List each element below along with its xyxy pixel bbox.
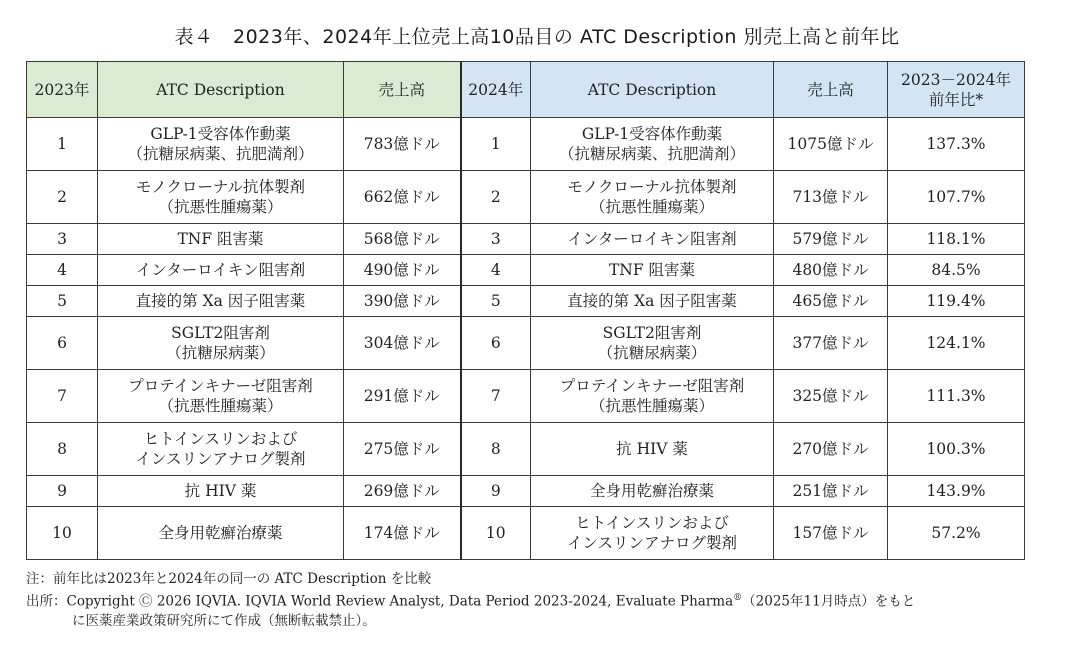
sales-2024-cell: 465億ドル [774, 286, 888, 317]
atc-2024-cell-line: （抗悪性腫瘍薬） [589, 198, 714, 216]
rank-2024-cell: 5 [461, 286, 531, 317]
atc-2024-cell-line: プロテインキナーゼ阻害剤 [559, 377, 745, 395]
atc-2023-cell [98, 370, 344, 423]
ratio-cell: 119.4% [888, 286, 1025, 317]
atc-2024-cell-line: （抗糖尿病薬、抗肥満剤） [558, 145, 745, 163]
atc-2024-cell [531, 476, 774, 507]
rank-2024-cell: 9 [461, 476, 531, 507]
rank-2023-cell: 9 [27, 476, 98, 507]
atc-2024-cell-line: 直接的第 Xa 因子阻害薬 [567, 292, 737, 310]
atc-2023-cell-line: インターロイキン阻害剤 [135, 261, 306, 279]
ratio-cell: 84.5% [888, 255, 1025, 286]
ratio-cell: 143.9% [888, 476, 1025, 507]
rank-2024-cell: 3 [461, 224, 531, 255]
rank-2023-cell: 4 [27, 255, 98, 286]
atc-2024-cell [531, 171, 774, 224]
atc-2023-cell-line: （抗糖尿病薬、抗肥満剤） [127, 145, 314, 163]
rank-2023-cell: 1 [27, 118, 98, 171]
sales-2023-cell: 275億ドル [344, 423, 461, 476]
table-row [27, 224, 1025, 255]
table-title: 表４ 2023年、2024年上位売上高10品目の ATC Description 別売上高と前年比 [174, 26, 900, 48]
atc-2023-cell [98, 423, 344, 476]
table-body [27, 118, 1025, 560]
table-row [27, 286, 1025, 317]
rank-2023-cell: 6 [27, 317, 98, 370]
sales-2024-cell: 579億ドル [774, 224, 888, 255]
rank-2023-cell: 10 [27, 507, 98, 560]
atc-2024-cell-line: モノクローナル抗体製剤 [567, 178, 737, 196]
atc-2023-cell [98, 317, 344, 370]
rank-2023-cell: 7 [27, 370, 98, 423]
table-row [27, 171, 1025, 224]
atc-2024-cell-line: （抗糖尿病薬） [597, 344, 707, 362]
sales-2023-cell: 490億ドル [344, 255, 461, 286]
sales-2024-cell: 377億ドル [774, 317, 888, 370]
rank-2023-cell: 8 [27, 423, 98, 476]
atc-2023-cell [98, 507, 344, 560]
atc-2023-cell-line: インスリンアナログ製剤 [135, 450, 306, 468]
atc-2024-cell [531, 255, 774, 286]
atc-2023-cell-line: （抗悪性腫瘍薬） [158, 397, 283, 415]
header-ratio-line2: 前年比* [928, 90, 984, 109]
atc-2023-cell-line: ヒトインスリンおよび [143, 430, 298, 448]
rank-2024-cell: 4 [461, 255, 531, 286]
sales-2024-cell: 157億ドル [774, 507, 888, 560]
atc-2023-cell-line: 直接的第 Xa 因子阻害薬 [135, 292, 306, 310]
header-atc-2024: ATC Description [531, 62, 774, 118]
header-ratio [888, 62, 1025, 118]
atc-2024-cell-line: 抗 HIV 薬 [616, 440, 688, 458]
atc-2023-cell-line: （抗悪性腫瘍薬） [158, 198, 283, 216]
atc-2024-cell-line: 全身用乾癬治療薬 [589, 482, 714, 500]
table-row [27, 317, 1025, 370]
atc-2024-cell [531, 286, 774, 317]
header-sales-2024: 売上高 [774, 62, 888, 118]
atc-2024-cell-line: （抗悪性腫瘍薬） [589, 397, 714, 415]
rank-2023-cell: 2 [27, 171, 98, 224]
registered-mark: ® [733, 593, 743, 603]
atc-2023-cell [98, 286, 344, 317]
atc-2024-cell [531, 317, 774, 370]
sales-2024-cell: 325億ドル [774, 370, 888, 423]
sales-2024-cell: 251億ドル [774, 476, 888, 507]
source-line-2: に医薬産業政策研究所にて作成（無断転載禁止）。 [72, 612, 376, 629]
header-year-2024: 2024年 [461, 62, 531, 118]
sales-2023-cell: 783億ドル [344, 118, 461, 171]
sales-2023-cell: 568億ドル [344, 224, 461, 255]
header-atc-2023: ATC Description [98, 62, 344, 118]
atc-2023-cell [98, 476, 344, 507]
atc-2024-cell-line: インターロイキン阻害剤 [567, 230, 737, 248]
sales-2023-cell: 390億ドル [344, 286, 461, 317]
ratio-cell: 137.3% [888, 118, 1025, 171]
ratio-cell: 57.2% [888, 507, 1025, 560]
rank-2024-cell: 10 [461, 507, 531, 560]
atc-2023-cell [98, 118, 344, 171]
note-line: 注：前年比は2023年と2024年の同一の ATC Description を比較 [26, 571, 432, 587]
sales-2023-cell: 269億ドル [344, 476, 461, 507]
atc-2024-cell [531, 224, 774, 255]
atc-2023-cell-line: TNF 阻害薬 [177, 230, 264, 248]
sales-2023-cell: 291億ドル [344, 370, 461, 423]
atc-2024-cell-line: インスリンアナログ製剤 [566, 534, 738, 552]
table-row [27, 255, 1025, 286]
sales-2024-cell: 1075億ドル [774, 118, 888, 171]
atc-2024-cell [531, 423, 774, 476]
header-row [27, 62, 1025, 118]
rank-2024-cell: 7 [461, 370, 531, 423]
atc-2024-cell-line: SGLT2阻害剤 [602, 324, 702, 342]
atc-2023-cell [98, 255, 344, 286]
table-row [27, 118, 1025, 171]
atc-2023-cell-line: モノクローナル抗体製剤 [135, 178, 306, 196]
source-text-b: （2025年11月時点）をもと [742, 593, 916, 610]
ratio-cell: 107.7% [888, 171, 1025, 224]
rank-2024-cell: 1 [461, 118, 531, 171]
atc-2023-cell-line: GLP-1受容体作動薬 [150, 125, 291, 143]
rank-2024-cell: 2 [461, 171, 531, 224]
header-year-2023: 2023年 [27, 62, 98, 118]
sales-table [26, 61, 1025, 560]
atc-2023-cell [98, 224, 344, 255]
rank-2023-cell: 5 [27, 286, 98, 317]
atc-2024-cell-line: ヒトインスリンおよび [575, 514, 729, 532]
ratio-cell: 118.1% [888, 224, 1025, 255]
ratio-cell: 124.1% [888, 317, 1025, 370]
rank-2024-cell: 8 [461, 423, 531, 476]
atc-2023-cell-line: 全身用乾癬治療薬 [158, 524, 283, 542]
atc-2024-cell [531, 507, 774, 560]
sales-2024-cell: 480億ドル [774, 255, 888, 286]
atc-2024-cell-line: GLP-1受容体作動薬 [581, 125, 723, 143]
header-ratio-line1: 2023－2024年 [901, 70, 1011, 89]
header-sales-2023: 売上高 [344, 62, 461, 118]
atc-2024-cell-line: TNF 阻害薬 [608, 261, 696, 279]
sales-2024-cell: 270億ドル [774, 423, 888, 476]
table-row [27, 370, 1025, 423]
atc-2024-cell [531, 118, 774, 171]
rank-2023-cell: 3 [27, 224, 98, 255]
atc-2023-cell-line: SGLT2阻害剤 [171, 324, 270, 342]
table-row [27, 423, 1025, 476]
atc-2023-cell-line: プロテインキナーゼ阻害剤 [128, 377, 313, 395]
rank-2024-cell: 6 [461, 317, 531, 370]
sales-2023-cell: 662億ドル [344, 171, 461, 224]
ratio-cell: 100.3% [888, 423, 1025, 476]
atc-2023-cell-line: （抗糖尿病薬） [166, 344, 275, 362]
atc-2024-cell [531, 370, 774, 423]
sales-2024-cell: 713億ドル [774, 171, 888, 224]
atc-2023-cell-line: 抗 HIV 薬 [184, 482, 257, 500]
source-line-1 [26, 589, 1056, 612]
sales-2023-cell: 304億ドル [344, 317, 461, 370]
table-row [27, 507, 1025, 560]
table-row [27, 476, 1025, 507]
footnotes [26, 570, 1056, 631]
atc-2023-cell [98, 171, 344, 224]
sales-2023-cell: 174億ドル [344, 507, 461, 560]
source-text-a: 出所：Copyright Ⓒ 2026 IQVIA. IQVIA World Review Analyst, Data Period 2023-2024, Evaluate Pharma [26, 593, 734, 610]
ratio-cell: 111.3% [888, 370, 1025, 423]
